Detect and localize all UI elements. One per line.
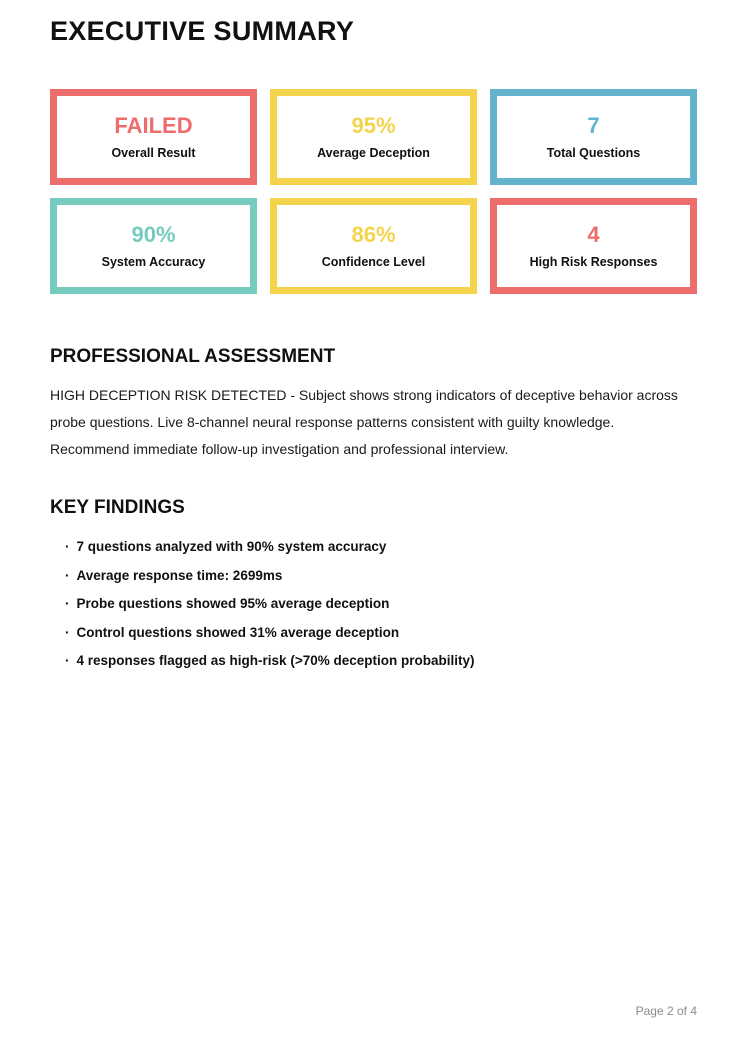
finding-item <box>65 562 697 591</box>
stat-card-average-deception <box>270 89 477 185</box>
stat-card-grid <box>50 89 697 294</box>
stat-card-high-risk-responses <box>490 198 697 294</box>
stat-value: 7 <box>587 112 600 138</box>
stat-value: 90% <box>131 221 176 247</box>
findings-heading: KEY FINDINGS <box>50 497 185 518</box>
stat-card-overall-result <box>50 89 257 185</box>
stat-label: Total Questions <box>546 145 641 160</box>
assessment-heading: PROFESSIONAL ASSESSMENT <box>50 346 336 367</box>
finding-text: 7 questions analyzed with 90% system accuracy <box>76 539 387 554</box>
stat-label: High Risk Responses <box>529 254 658 269</box>
assessment-body: HIGH DECEPTION RISK DETECTED - Subject shows strong indicators of deceptive behavior across probe questions. Live 8-channel neural response patterns consistent with guilty knowledge. Recommend immediate follow-up investigation and professional interview. <box>50 387 678 457</box>
finding-item <box>65 619 697 648</box>
finding-text: Probe questions showed 95% average deception <box>76 596 390 611</box>
stat-value: 4 <box>587 221 600 247</box>
page-number: Page 2 of 4 <box>635 1004 697 1018</box>
stat-value: FAILED <box>114 112 193 138</box>
stat-label: System Accuracy <box>101 254 206 269</box>
bullet-marker: · <box>65 539 70 554</box>
bullet-marker: · <box>65 624 70 640</box>
stat-card-confidence-level <box>270 198 477 294</box>
stat-label: Confidence Level <box>321 254 426 269</box>
stat-value: 95% <box>351 112 396 138</box>
finding-text: 4 responses flagged as high-risk (>70% deception probability) <box>76 653 475 668</box>
finding-item <box>65 647 697 676</box>
finding-text: Average response time: 2699ms <box>76 567 283 583</box>
page-title: EXECUTIVE SUMMARY <box>50 16 355 46</box>
stat-label: Average Deception <box>317 145 430 160</box>
findings-list <box>50 533 697 676</box>
bullet-marker: · <box>65 567 70 583</box>
stat-card-total-questions <box>490 89 697 185</box>
stat-value: 86% <box>351 221 396 247</box>
bullet-marker: · <box>65 596 70 611</box>
stat-card-system-accuracy <box>50 198 257 294</box>
finding-item <box>65 590 697 619</box>
bullet-marker: · <box>65 653 70 668</box>
finding-item <box>65 533 697 562</box>
finding-text: Control questions showed 31% average deception <box>76 624 400 640</box>
stat-label: Overall Result <box>111 145 196 160</box>
